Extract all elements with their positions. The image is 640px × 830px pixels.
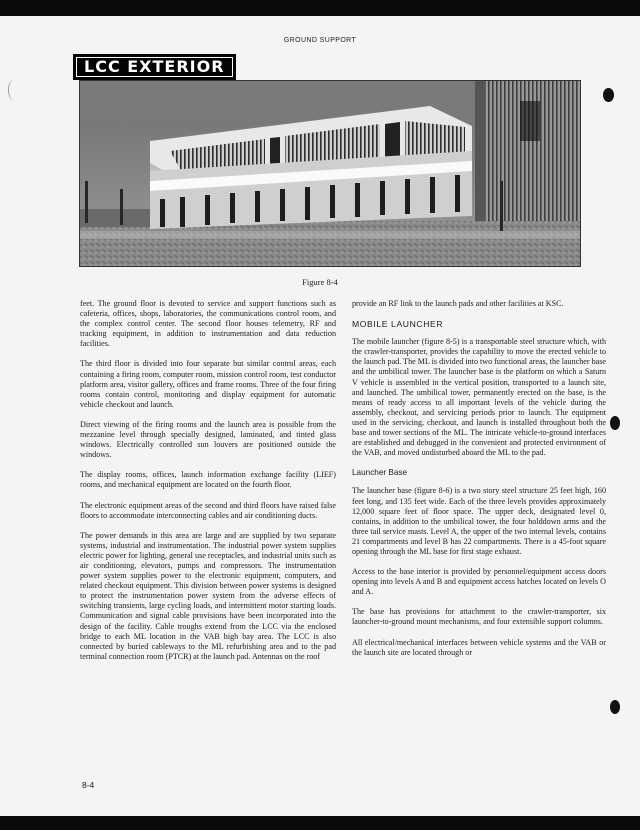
subsection-heading-launcher-base: Launcher Base [352,468,408,478]
body-paragraph: provide an RF link to the launch pads and other facilities at KSC. [352,299,564,308]
figure-caption: Figure 8-4 [302,277,338,287]
running-head: GROUND SUPPORT [283,37,357,44]
body-paragraph: All electrical/mechanical interfaces between vehicle systems and the VAB or the launch site are located through or [352,637,606,657]
right-text-column [352,299,606,668]
binder-hole-icon [610,700,620,714]
margin-mark [8,80,19,100]
body-paragraph: The base has provisions for attachment to the crawler-transporter, six launcher-to-ground mount mechanisms, and four extensible support columns. [352,607,606,627]
page-number: 8-4 [82,780,95,790]
left-text-column [80,299,336,672]
body-paragraph: The display rooms, offices, launch information exchange facility (LIEF) rooms, and mechanical equipment are located on the fourth floor. [80,470,336,490]
body-paragraph: feet. The ground floor is devoted to service and support functions such as cafeteria, offices, shops, laboratories, the communications control room, and the complex control center. The second floor houses telemetry, RF and tracking equipment, in addition to instrumentation and data reduction facilities. [80,299,336,349]
lcc-exterior-photo [79,80,581,267]
binder-hole-icon [610,416,620,430]
body-paragraph: The power demands in this area are large and are supplied by two separate systems, industrial and instrumentation. The industrial power system supplies electric power for lighting, general use receptacles, and industrial units such as air conditioning, elevators, pumps and compressors. The instrumentation power system supplies power to the electronic equipment, computers, and related checkout equipment. This division between power systems is designed to protect the instrumentation power system from the adverse effects of switching transients, large cycling loads, and intermittent motor starting loads. Communication and signal cable provisions have been incorporated into the design of the facility. Cable troughs extend from the LCC via the enclosed bridge to each ML location in the VAB high bay area. The LCC is also connected by buried cableways to the ML refurbishing area and to the pad terminal connection room (PTCR) at the launch pad. Antennas on the roof [80,530,336,661]
body-paragraph: Access to the base interior is provided by personnel/equipment access doors opening into levels A and B and equipment access hatches located on levels O and A. [352,567,606,597]
bottom-border-bar [0,816,640,830]
body-paragraph: The launcher base (figure 8-6) is a two story steel structure 25 feet high, 160 feet long, and 135 feet wide. Each of the three levels provides approximately 12,000 square feet of floor space. The upper deck, designated level 0, contains, in addition to the umbilical tower, the four holddown arms and the three tail service masts. Level A, the upper of the two internal levels, contains 21 compartments and level B has 22 compartments. There is a 45-foot square opening through the ML base for first stage exhaust. [352,486,606,556]
body-paragraph: The third floor is divided into four separate but similar control areas, each containing a firing room, computer room, mission control room, test conductor platform area, visitor gallery, offices and frame rooms. Three of the four firing rooms contain control, monitoring and display equipment for automatic vehicle checkout and launch. [80,359,336,409]
top-border-bar [0,0,640,16]
binder-hole-icon [603,88,614,102]
body-paragraph: Direct viewing of the firing rooms and the launch area is possible from the mezzanine level through specially designed, laminated, and tinted glass windows. Electrically controlled sun louvers are positioned outside the windows. [80,419,336,460]
section-title-badge: LCC EXTERIOR [73,54,236,80]
section-heading-mobile-launcher: MOBILE LAUNCHER [352,319,444,330]
body-paragraph: The mobile launcher (figure 8-5) is a transportable steel structure which, with the crawler-transporter, provides the capability to move the erected vehicle to the launch pad. The ML is divided into two functional areas, the launcher base and the umbilical tower. The launcher base is the platform on which a Saturn V vehicle is assembled in the vertical position, transported to a launch site, and launched. The umbilical tower, permanently erected on the base, is the means of ready access to all important levels of the vehicle during the assembly, checkout, and servicing periods prior to launch. The equipment used in the servicing, checkout, and launch is installed throughout both the base and tower sections of the ML. The intricate vehicle-to-ground interfaces are established and debugged in the convenient and protected environment of the VAB, and moved undisturbed aboard the ML to the pad. [352,337,606,458]
body-paragraph: The electronic equipment areas of the second and third floors have raised false floors to accommodate interconnecting cables and air conditioning ducts. [80,500,336,520]
